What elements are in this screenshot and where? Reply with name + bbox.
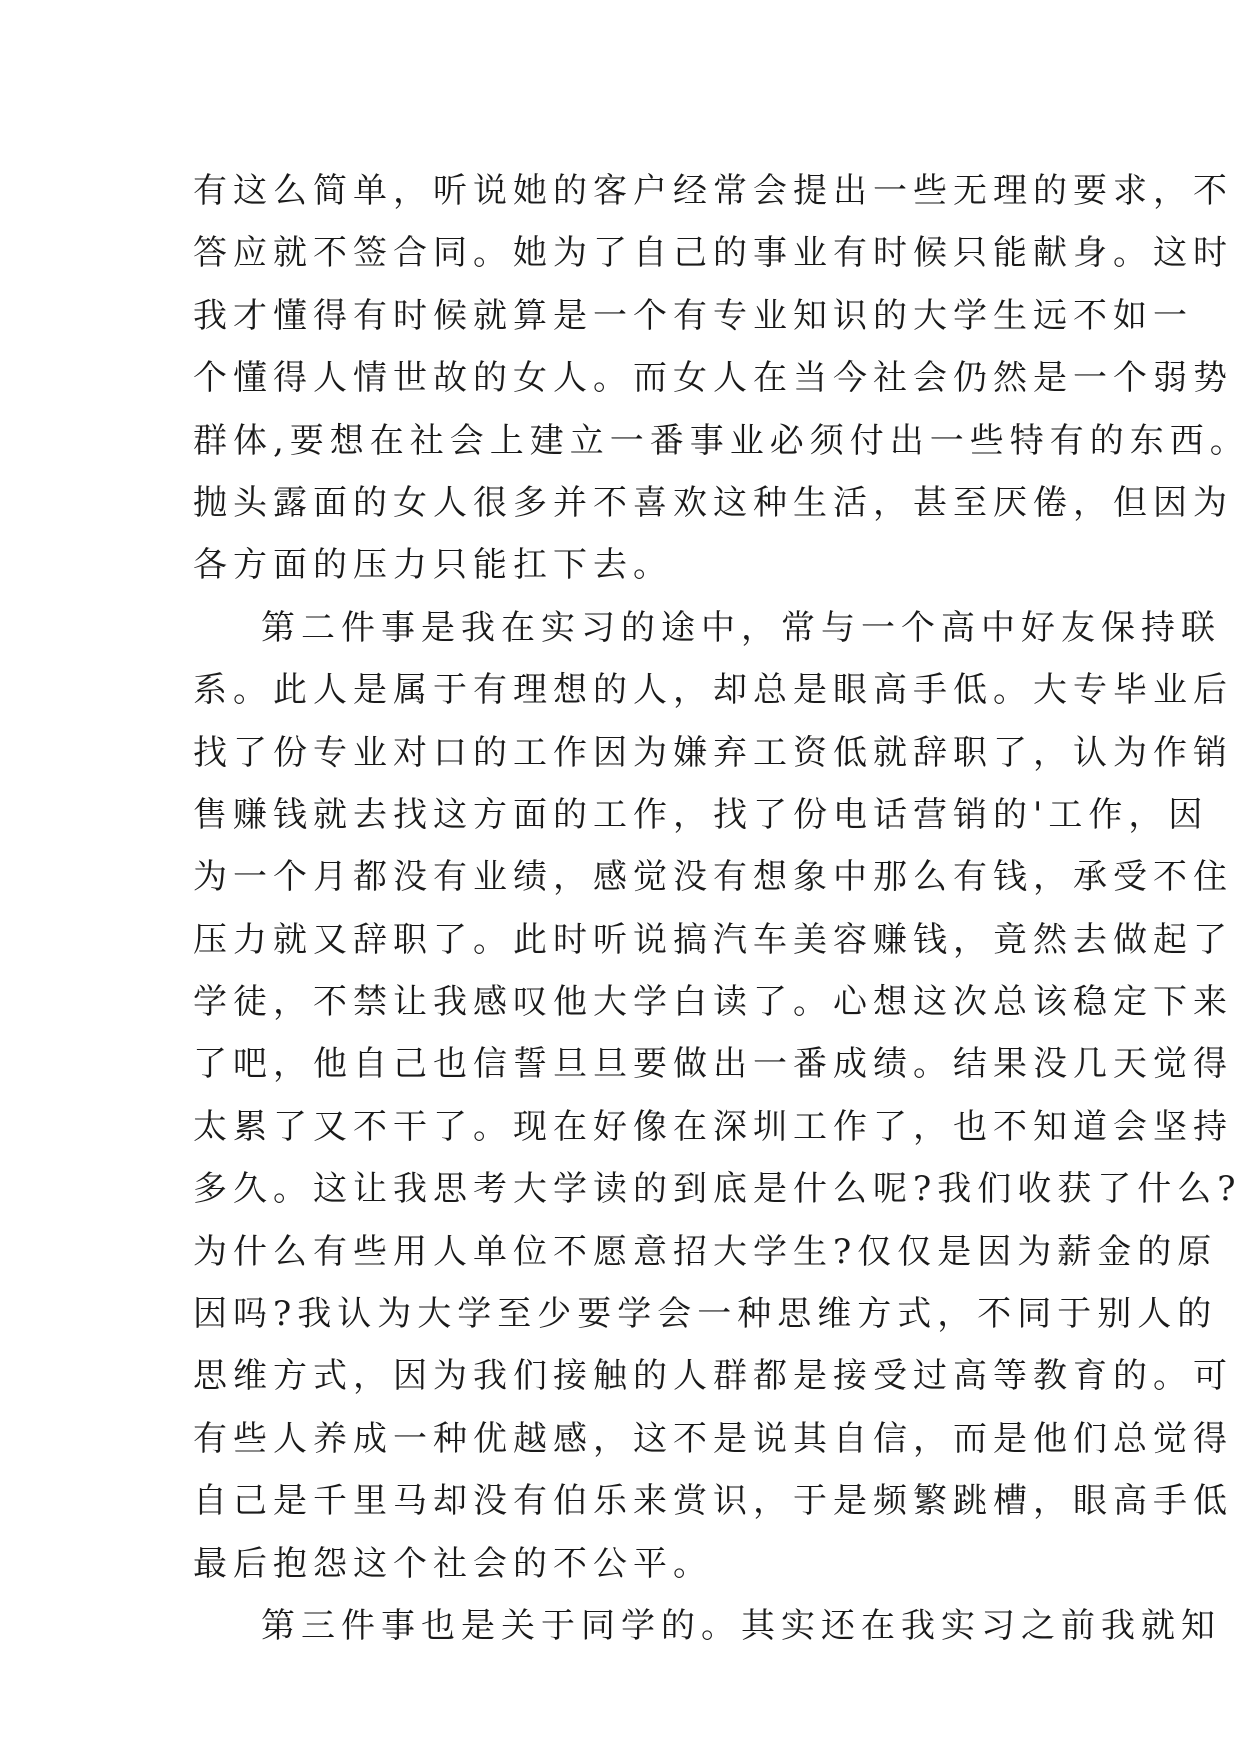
- text-line: 自己是千里马却没有伯乐来赏识，于是频繁跳槽，眼高手低: [193, 1481, 1233, 1522]
- text-line: 抛头露面的女人很多并不喜欢这种生活，甚至厌倦，但因为: [193, 482, 1233, 523]
- text-line: 太累了又不干了。现在好像在深圳工作了，也不知道会坚持: [193, 1106, 1233, 1147]
- text-line: 我才懂得有时候就算是一个有专业知识的大学生远不如一: [193, 295, 1193, 336]
- text-line: 思维方式，因为我们接触的人群都是接受过高等教育的。可: [193, 1356, 1233, 1397]
- text-line: 售赚钱就去找这方面的工作，找了份电话营销的'工作，因: [193, 794, 1209, 835]
- body-text: [193, 160, 1250, 1657]
- text-line: 有些人养成一种优越感，这不是说其自信，而是他们总觉得: [193, 1418, 1233, 1459]
- text-line: 个懂得人情世故的女人。而女人在当今社会仍然是一个弱势: [193, 358, 1233, 399]
- text-line: 因吗?我认为大学至少要学会一种思维方式，不同于别人的: [193, 1294, 1218, 1335]
- text-line: 找了份专业对口的工作因为嫌弃工资低就辞职了，认为作销: [193, 732, 1233, 773]
- text-line: 为什么有些用人单位不愿意招大学生?仅仅是因为薪金的原: [193, 1231, 1218, 1272]
- paragraph-start-line: 第三件事也是关于同学的。其实还在我实习之前我就知: [261, 1605, 1221, 1646]
- text-line: 为一个月都没有业绩，感觉没有想象中那么有钱，承受不住: [193, 857, 1233, 898]
- text-line: 系。此人是属于有理想的人，却总是眼高手低。大专毕业后: [193, 670, 1233, 711]
- text-line: 答应就不签合同。她为了自己的事业有时候只能献身。这时: [193, 233, 1233, 274]
- paragraph-start-line: 第二件事是我在实习的途中，常与一个高中好友保持联: [261, 607, 1221, 648]
- text-line: 群体,要想在社会上建立一番事业必须付出一些特有的东西。: [193, 420, 1250, 461]
- text-line: 最后抱怨这个社会的不公平。: [193, 1543, 713, 1584]
- text-line: 各方面的压力只能扛下去。: [193, 545, 673, 586]
- text-line: 压力就又辞职了。此时听说搞汽车美容赚钱，竟然去做起了: [193, 919, 1233, 960]
- text-line: 学徒，不禁让我感叹他大学白读了。心想这次总该稳定下来: [193, 982, 1233, 1023]
- text-line: 多久。这让我思考大学读的到底是什么呢?我们收获了什么?: [193, 1169, 1242, 1210]
- text-line: 了吧，他自己也信誓旦旦要做出一番成绩。结果没几天觉得: [193, 1044, 1233, 1085]
- text-line: 有这么简单，听说她的客户经常会提出一些无理的要求，不: [193, 171, 1233, 211]
